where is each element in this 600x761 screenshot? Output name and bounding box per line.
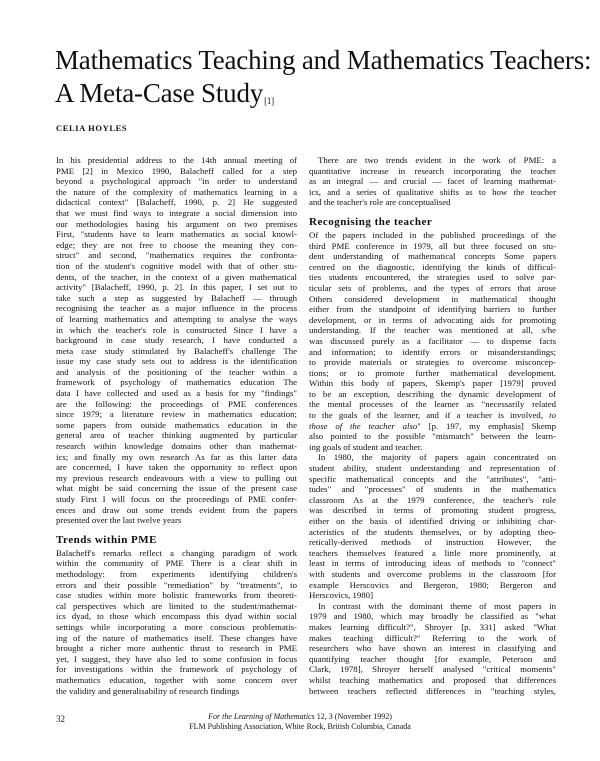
text-line: what might be said concerning the issue of the present case bbox=[56, 483, 297, 494]
paragraph bbox=[309, 155, 556, 208]
citation-line bbox=[0, 712, 600, 722]
text-line: tion of the student's cognitive model with that of other stu- bbox=[56, 260, 297, 271]
text-line: acteristics of the students themselves, or by adopting theo- bbox=[309, 526, 556, 537]
text-line: example Herscovics and Bergeron, 1980; Bergeron and bbox=[309, 579, 556, 590]
text-line: settings while incorporating a more conscious problematis- bbox=[56, 621, 297, 632]
paragraph bbox=[309, 452, 556, 600]
text-line: student ability, student understanding and representation of bbox=[309, 463, 556, 474]
paragraph bbox=[56, 548, 297, 696]
text-line: specific mathematical concepts and the "attributes", "atti- bbox=[309, 473, 556, 484]
text-line: some papers from outside mathematics education in the bbox=[56, 419, 297, 430]
text-line: activity" [Balacheff, 1990, p. 2]. In this paper, I set out to bbox=[56, 282, 297, 293]
text-line: beyond a psychological approach "in order to understand bbox=[56, 176, 297, 187]
article-title-text: A Meta-Case Study bbox=[55, 78, 264, 108]
text-line: to provide materials or strategies to overcome misconcep- bbox=[309, 357, 556, 368]
text-line: are concerned, I have taken the opportunity to reflect upon bbox=[56, 462, 297, 473]
text-line: and analysis of the positioning of the teacher within a bbox=[56, 366, 297, 377]
text-line: issue my case study sets out to address is the identification bbox=[56, 356, 297, 367]
text-line: ing goals of student and teacher. bbox=[309, 441, 423, 452]
text-line: within the community of PME There is a clear shift in bbox=[56, 558, 297, 569]
text-line: data I have collected and used as a basis for my "findings" bbox=[56, 388, 297, 399]
text-line: and the teacher's role are conceptualised bbox=[309, 197, 451, 208]
text-line: either from the standpoint of identifying barriers to further bbox=[309, 304, 556, 315]
text-line: methodology: from experiments identifying children's bbox=[56, 568, 297, 579]
text-line: didactical context" [Balacheff, 1990, p. 2] He suggested bbox=[56, 197, 297, 208]
text-line: Others considered development in mathematical thought bbox=[309, 293, 556, 304]
text-line: since 1979; a literature review in mathematics education; bbox=[56, 409, 297, 420]
text-line: quantifying teacher thought [for example, Peterson and bbox=[309, 653, 556, 664]
text-line: recognising the teacher as a major influence in the process bbox=[56, 303, 297, 314]
text-line: Within this body of papers, Skemp's paper [1979] proved bbox=[309, 378, 556, 389]
text-line: researchers who have shown an interest in classifying and bbox=[309, 643, 556, 654]
publisher-line: FLM Publishing Association, White Rock, British Columbia, Canada bbox=[189, 722, 411, 731]
page-number: 32 bbox=[56, 714, 65, 724]
text-line: In contrast with the dominant theme of most papers in bbox=[318, 600, 556, 611]
text-line: meta case study stimulated by Balacheff's challenge The bbox=[56, 345, 297, 356]
text-line: that we must find ways to integrate a social dimension into bbox=[56, 207, 297, 218]
text-line: First, "students have to learn mathematics as social knowl- bbox=[56, 229, 297, 240]
text-line: dent understanding of mathematical concepts Some papers bbox=[309, 251, 556, 262]
text-line: and information; to identify errors or misunderstandings; bbox=[309, 346, 556, 357]
text-line: mathematics education, together with some concern over bbox=[56, 674, 297, 685]
text-line: ences and draw out some trends evident from the papers bbox=[56, 504, 297, 515]
emphasis-text: to bbox=[549, 410, 556, 421]
text-line: for investigations within the framework of psychology of bbox=[56, 664, 297, 675]
text-line: brought a richer more authentic thrust to research in PME bbox=[56, 643, 297, 654]
right-column bbox=[309, 155, 556, 696]
text-line: also pointed to the possible "mismatch" between the learn- bbox=[309, 431, 556, 442]
text-line: retically-derived methods of instruction However, the bbox=[309, 537, 556, 548]
text-line: was discussed purely as a facilitator — to dispense facts bbox=[309, 335, 556, 346]
text-line: between teachers reflected differences in "teaching styles, bbox=[309, 685, 556, 696]
text-line: centred on the diagnostic, identifying the kinds of difficul- bbox=[309, 261, 556, 272]
text-line: cal perspectives which are limited to the student/mathemat- bbox=[56, 600, 297, 611]
text-line: ing of the nature of mathematics itself. These changes have bbox=[56, 632, 297, 643]
text-line: presented over the last twelve years bbox=[56, 515, 182, 526]
text-line: quantitative increase in research incorporating the teacher bbox=[309, 165, 556, 176]
text-line: framework of psychology of mathematics education The bbox=[56, 377, 297, 388]
text-line: are the following: the proceedings of PME conferences bbox=[56, 398, 297, 409]
emphasis-text: those of the teacher also bbox=[309, 420, 418, 431]
text-line: development, or in terms of advocating aids for promoting bbox=[309, 314, 556, 325]
text-line: study First I will focus on the proceedings of PME confer- bbox=[56, 494, 297, 504]
text-line: the mental processes of the learner as "necessarily related bbox=[309, 399, 556, 410]
section-heading: Recognising the teacher bbox=[309, 215, 433, 228]
issue-info: 12, 3 (November 1992) bbox=[314, 712, 392, 721]
article-title-line-1: Mathematics Teaching and Mathematics Teachers: bbox=[55, 45, 592, 75]
text-line: errors and their possible "remediation" by "treatments", to bbox=[56, 579, 297, 590]
text-line: whilst teaching mathematics and proposed that differences bbox=[309, 674, 556, 685]
text-line: as an integral — and crucial — facet of learning mathemat- bbox=[309, 176, 556, 187]
text-line: research within knowledge domains other than mathemat- bbox=[56, 441, 297, 452]
text-line: in which the teacher's role is constructed Since I have a bbox=[56, 324, 297, 335]
text-line: ties students encountered, the strategies used to solve par- bbox=[309, 272, 556, 283]
text-line: of learning mathematics and attempting to analyse the ways bbox=[56, 313, 297, 324]
text-line bbox=[309, 421, 556, 432]
text-line: background in case study research, I have conducted a bbox=[56, 335, 297, 346]
text-line: PME [2] in Mexico 1990, Balacheff called for a step bbox=[56, 165, 297, 176]
text-line: case studies within more holistic frameworks from theoreti- bbox=[56, 590, 297, 601]
text-line: There are two trends evident in the work of PME: a bbox=[318, 155, 556, 165]
text-line: Of the papers included in the published proceedings of the bbox=[309, 229, 556, 240]
text-line: the validity and generalisability of research findings bbox=[56, 685, 240, 696]
text-line: classroom As at the 1979 conference, the teacher's role bbox=[309, 494, 556, 505]
text-line bbox=[309, 410, 556, 421]
text-line: In his presidential address to the 14th annual meeting of bbox=[56, 155, 297, 165]
footnote-marker[interactable]: [1] bbox=[264, 96, 274, 106]
article-title-line-2 bbox=[55, 78, 274, 116]
text-line: understanding. If the teacher was mentioned at all, s/he bbox=[309, 325, 556, 336]
paragraph bbox=[309, 601, 556, 696]
text-line: general area of teacher thinking augmented by particular bbox=[56, 430, 297, 441]
text-line: 1979 and 1980, which may broadly be classified as "what bbox=[309, 611, 556, 622]
text-line: tudes" and "processes" of students in the mathematics bbox=[309, 484, 556, 495]
text-line: ics, and a series of qualitative shifts as to how the teacher bbox=[309, 186, 556, 197]
text-line: ics; and finally my own research As far as this latter data bbox=[56, 451, 297, 462]
text-line: dents, of the teacher, in the context of a given mathematical bbox=[56, 271, 297, 282]
text-line: Balacheff's remarks reflect a changing paradigm of work bbox=[56, 547, 297, 558]
left-column bbox=[56, 155, 297, 696]
text-line: Herscovics, 1980] bbox=[309, 590, 374, 601]
text-line: yet, I suggest, they have also led to some confusion in focus bbox=[56, 653, 297, 664]
text-line: to be an exception, describing the dynamic development of bbox=[309, 388, 556, 399]
text-line: tions; or to promote further mathematical development. bbox=[309, 367, 556, 378]
page-footer bbox=[0, 712, 600, 732]
text-line: the nature of the complexity of mathematics learning in a bbox=[56, 186, 297, 197]
journal-name: For the Learning of Mathematics bbox=[208, 712, 315, 721]
text-line: was described in terms of promoting student progress, bbox=[309, 505, 556, 516]
author-name: CELIA HOYLES bbox=[56, 123, 128, 133]
text-segment: to the goals of the learner, and if a teacher is involved, bbox=[309, 410, 550, 421]
text-line: either on the basis of identified driving or inhibiting char- bbox=[309, 516, 556, 526]
paragraph bbox=[56, 155, 297, 526]
text-line: In 1980, the majority of papers again concentrated on bbox=[318, 452, 556, 463]
text-line: makes learning difficult?", Shroyer [p. 331] asked "What bbox=[309, 621, 556, 632]
text-line: ics dyad, to those which encompass this dyad within social bbox=[56, 611, 297, 622]
text-line: teachers themselves featured a little more prominently, at bbox=[309, 547, 556, 558]
text-line: third PME conference in 1979, all but three focused on stu- bbox=[309, 240, 556, 251]
text-line: Clark, 1978], Shroyer herself analysed "critical moments" bbox=[309, 664, 556, 675]
text-line: take such a step as suggested by Balacheff — through bbox=[56, 292, 297, 303]
text-line: my previous research endeavours with a view to pulling out bbox=[56, 472, 297, 483]
text-line: makes teaching difficult?" Referring to the work of bbox=[309, 632, 556, 643]
text-line: our methodologies basing his argument on two premises bbox=[56, 218, 297, 229]
text-segment: " [p. 197, my emphasis] Skemp bbox=[417, 420, 557, 431]
section-heading: Trends within PME bbox=[56, 533, 157, 546]
text-line: struct" and second, "mathematics requires the confronta- bbox=[56, 250, 297, 261]
text-line: with students and overcome problems in the classroom [for bbox=[309, 568, 556, 579]
text-line: least in terms of introducing ideas of methods to "connect" bbox=[309, 558, 556, 569]
paragraph bbox=[309, 230, 556, 452]
text-line: edge; they are not free to choose the meaning they con- bbox=[56, 239, 297, 250]
text-line: ticular sets of problems, and the types of errors that arose bbox=[309, 282, 556, 293]
